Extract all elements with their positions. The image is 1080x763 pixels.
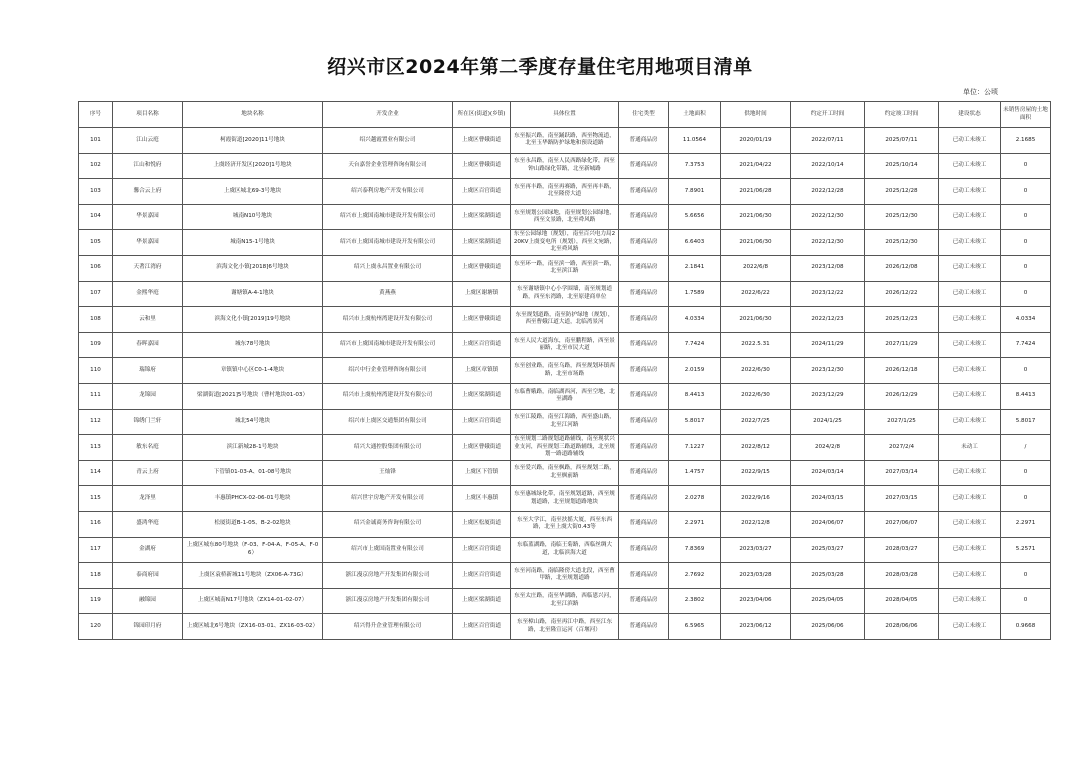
cell-seq: 110 bbox=[79, 358, 113, 384]
cell-seq: 120 bbox=[79, 614, 113, 640]
cell-completion-date: 2027/1/25 bbox=[865, 409, 939, 435]
cell-seq: 118 bbox=[79, 563, 113, 589]
cell-completion-date: 2028/03/27 bbox=[865, 537, 939, 563]
column-header-status: 建设状态 bbox=[939, 102, 1001, 128]
table-row bbox=[79, 537, 1051, 563]
column-header-land-area: 土地面积 bbox=[669, 102, 721, 128]
cell-land-area: 7.7424 bbox=[669, 332, 721, 358]
cell-housing-type: 普通商品房 bbox=[619, 332, 669, 358]
table-row bbox=[79, 563, 1051, 589]
cell-housing-type: 普通商品房 bbox=[619, 128, 669, 154]
cell-unsold-area: 0.9668 bbox=[1001, 614, 1051, 640]
cell-seq: 106 bbox=[79, 255, 113, 281]
cell-parcel-name: 城东78号地块 bbox=[183, 332, 323, 358]
cell-completion-date: 2026/12/29 bbox=[865, 383, 939, 409]
column-header-unsold-area: 未销售房屋的土地面积 bbox=[1001, 102, 1051, 128]
cell-housing-type: 普通商品房 bbox=[619, 204, 669, 230]
cell-supply-date: 2022/6/22 bbox=[721, 281, 791, 307]
cell-unsold-area: 0 bbox=[1001, 563, 1051, 589]
cell-status: 已动工未竣工 bbox=[939, 614, 1001, 640]
cell-project-name: 龙锦园 bbox=[113, 383, 183, 409]
cell-status: 已动工未竣工 bbox=[939, 383, 1001, 409]
table-row bbox=[79, 588, 1051, 614]
cell-supply-date: 2021/06/28 bbox=[721, 179, 791, 205]
table-body bbox=[79, 128, 1051, 640]
cell-district: 上虞区谢塘镇 bbox=[453, 281, 511, 307]
table-row bbox=[79, 281, 1051, 307]
cell-district: 上虞区曹娥街道 bbox=[453, 128, 511, 154]
cell-housing-type: 普通商品房 bbox=[619, 179, 669, 205]
cell-supply-date: 2021/04/22 bbox=[721, 153, 791, 179]
cell-land-area: 7.8369 bbox=[669, 537, 721, 563]
cell-unsold-area: 2.1685 bbox=[1001, 128, 1051, 154]
cell-completion-date: 2025/12/30 bbox=[865, 204, 939, 230]
cell-land-area: 6.6403 bbox=[669, 230, 721, 256]
cell-location: 东至爱兴路，南至枫路，西至规划二路，北至枫前路 bbox=[511, 460, 619, 486]
cell-housing-type: 普通商品房 bbox=[619, 307, 669, 333]
cell-parcel-name: 城南N10号地块 bbox=[183, 204, 323, 230]
cell-unsold-area: 0 bbox=[1001, 153, 1051, 179]
table-row bbox=[79, 332, 1051, 358]
cell-parcel-name: 梁湖街道[2021]5号地块（曹村地块01-03） bbox=[183, 383, 323, 409]
cell-location: 东至创业路，南至乌路，西至规划环镇西路，北至市场路 bbox=[511, 358, 619, 384]
table-row bbox=[79, 383, 1051, 409]
cell-location: 东至再丰路，南至再赛路，西至再丰路，北至隆傍大道 bbox=[511, 179, 619, 205]
cell-district: 上虞区百官街道 bbox=[453, 614, 511, 640]
cell-start-date: 2024/03/14 bbox=[791, 460, 865, 486]
cell-supply-date: 2023/04/06 bbox=[721, 588, 791, 614]
table-row bbox=[79, 486, 1051, 512]
cell-developer: 绍兴中行企业管理咨询有限公司 bbox=[323, 358, 453, 384]
cell-developer: 黄燕燕 bbox=[323, 281, 453, 307]
cell-supply-date: 2020/01/19 bbox=[721, 128, 791, 154]
cell-location: 东临蓝湖路，南临王菊路，西临丝绸大道，北临滨海大道 bbox=[511, 537, 619, 563]
cell-status: 已动工未竣工 bbox=[939, 128, 1001, 154]
table-row bbox=[79, 153, 1051, 179]
cell-land-area: 11.0564 bbox=[669, 128, 721, 154]
cell-location: 东至太庄路，南至华湖路，西临恩兴河，北至江滨路 bbox=[511, 588, 619, 614]
cell-unsold-area: 0 bbox=[1001, 486, 1051, 512]
cell-developer: 绍兴世宇房地产开发有限公司 bbox=[323, 486, 453, 512]
cell-parcel-name: 上虞区城南N17号地块（ZX14-01-02-07） bbox=[183, 588, 323, 614]
cell-land-area: 2.3802 bbox=[669, 588, 721, 614]
cell-start-date: 2022/07/11 bbox=[791, 128, 865, 154]
cell-start-date: 2023/12/08 bbox=[791, 255, 865, 281]
cell-parcel-name: 上虞区袁桥新城11号地块（ZX06-A-73G） bbox=[183, 563, 323, 589]
cell-unsold-area: 0 bbox=[1001, 281, 1051, 307]
cell-start-date: 2025/03/28 bbox=[791, 563, 865, 589]
table-row bbox=[79, 460, 1051, 486]
cell-land-area: 5.6656 bbox=[669, 204, 721, 230]
cell-housing-type: 普通商品房 bbox=[619, 537, 669, 563]
cell-status: 已动工未竣工 bbox=[939, 588, 1001, 614]
cell-start-date: 2024/03/15 bbox=[791, 486, 865, 512]
cell-start-date: 2024/06/07 bbox=[791, 511, 865, 537]
cell-supply-date: 2021/06/30 bbox=[721, 230, 791, 256]
cell-location: 东至规划公园绿地，南至规划公园绿地，西至文景路，北至舜风路 bbox=[511, 204, 619, 230]
cell-completion-date: 2025/12/28 bbox=[865, 179, 939, 205]
cell-district: 上虞区百官街道 bbox=[453, 332, 511, 358]
cell-housing-type: 普通商品房 bbox=[619, 511, 669, 537]
table-row bbox=[79, 614, 1051, 640]
cell-land-area: 6.5965 bbox=[669, 614, 721, 640]
cell-unsold-area: 0 bbox=[1001, 230, 1051, 256]
cell-project-name: 锦园印月府 bbox=[113, 614, 183, 640]
cell-status: 已动工未竣工 bbox=[939, 179, 1001, 205]
cell-status: 已动工未竣工 bbox=[939, 230, 1001, 256]
table-row bbox=[79, 358, 1051, 384]
cell-location: 东至大学江，南至扶摇大厦，西至东西路，北至上虞大街0.43等 bbox=[511, 511, 619, 537]
column-header-supply-date: 供地时间 bbox=[721, 102, 791, 128]
cell-housing-type: 普通商品房 bbox=[619, 435, 669, 461]
cell-project-name: 龙泽里 bbox=[113, 486, 183, 512]
cell-start-date: 2022/12/23 bbox=[791, 307, 865, 333]
cell-developer: 绍兴得升企业管理有限公司 bbox=[323, 614, 453, 640]
cell-supply-date: 2022/12/8 bbox=[721, 511, 791, 537]
cell-project-name: 春晖嘉园 bbox=[113, 332, 183, 358]
table-row bbox=[79, 511, 1051, 537]
cell-housing-type: 普通商品房 bbox=[619, 383, 669, 409]
cell-parcel-name: 滨海文化小镇[2019]19号地块 bbox=[183, 307, 323, 333]
cell-district: 上虞区梁湖街道 bbox=[453, 230, 511, 256]
cell-project-name: 华景嘉园 bbox=[113, 204, 183, 230]
cell-completion-date: 2028/04/05 bbox=[865, 588, 939, 614]
cell-completion-date: 2027/03/14 bbox=[865, 460, 939, 486]
cell-unsold-area: 5.2571 bbox=[1001, 537, 1051, 563]
cell-location: 东至江陵路，南至江海路，西至盛山路，北至江河路 bbox=[511, 409, 619, 435]
cell-supply-date: 2021/06/30 bbox=[721, 307, 791, 333]
cell-seq: 108 bbox=[79, 307, 113, 333]
cell-project-name: 泰商府园 bbox=[113, 563, 183, 589]
cell-unsold-area: 8.4413 bbox=[1001, 383, 1051, 409]
cell-land-area: 8.4413 bbox=[669, 383, 721, 409]
cell-location: 东至永昌路，南至人民西路绿化带，西至钟山路绿化带路，北至新城路 bbox=[511, 153, 619, 179]
cell-project-name: 盛鸿华庭 bbox=[113, 511, 183, 537]
cell-completion-date: 2028/06/06 bbox=[865, 614, 939, 640]
cell-unsold-area: / bbox=[1001, 435, 1051, 461]
cell-completion-date: 2028/03/28 bbox=[865, 563, 939, 589]
cell-project-name: 敏东名庭 bbox=[113, 435, 183, 461]
column-header-seq: 序号 bbox=[79, 102, 113, 128]
cell-developer: 绍兴金诚商务咨询有限公司 bbox=[323, 511, 453, 537]
cell-supply-date: 2022/9/16 bbox=[721, 486, 791, 512]
cell-district: 上虞区梁湖街道 bbox=[453, 383, 511, 409]
cell-completion-date: 2027/03/15 bbox=[865, 486, 939, 512]
cell-parcel-name: 谢塘镇A-4-1地块 bbox=[183, 281, 323, 307]
cell-district: 上虞区曹娥街道 bbox=[453, 255, 511, 281]
table-row bbox=[79, 307, 1051, 333]
cell-district: 上虞区曹娥街道 bbox=[453, 307, 511, 333]
cell-project-name: 江山和悦府 bbox=[113, 153, 183, 179]
cell-start-date: 2022/12/30 bbox=[791, 230, 865, 256]
cell-district: 上虞区下管镇 bbox=[453, 460, 511, 486]
cell-status: 已动工未竣工 bbox=[939, 358, 1001, 384]
cell-status: 已动工未竣工 bbox=[939, 563, 1001, 589]
cell-supply-date: 2022/8/12 bbox=[721, 435, 791, 461]
cell-seq: 119 bbox=[79, 588, 113, 614]
cell-supply-date: 2022/7/25 bbox=[721, 409, 791, 435]
cell-district: 上虞区曹娥街道 bbox=[453, 435, 511, 461]
cell-project-name: 江山云庭 bbox=[113, 128, 183, 154]
cell-parcel-name: 柯霞街道[2020]11号地块 bbox=[183, 128, 323, 154]
cell-seq: 101 bbox=[79, 128, 113, 154]
cell-developer: 绍兴市上虞国南城市建设开发有限公司 bbox=[323, 230, 453, 256]
table-row bbox=[79, 255, 1051, 281]
cell-supply-date: 2023/03/28 bbox=[721, 563, 791, 589]
cell-developer: 浙江漫京房地产开发集团有限公司 bbox=[323, 563, 453, 589]
cell-seq: 109 bbox=[79, 332, 113, 358]
page-title: 绍兴市区2024年第二季度存量住宅用地项目清单 bbox=[327, 56, 753, 78]
cell-seq: 113 bbox=[79, 435, 113, 461]
cell-location: 东至振兴路，南至踊跃路，西至物流道，北至玉华路防护绿地和预设道路 bbox=[511, 128, 619, 154]
cell-unsold-area: 7.7424 bbox=[1001, 332, 1051, 358]
table-row bbox=[79, 409, 1051, 435]
table-row bbox=[79, 128, 1051, 154]
cell-parcel-name: 上虞区城东80号地块（F-03、F-04-A、F-05-A、F-06） bbox=[183, 537, 323, 563]
table-row bbox=[79, 230, 1051, 256]
cell-land-area: 2.2971 bbox=[669, 511, 721, 537]
cell-location: 东至公园绿地（规划），南至百兴电力局220KV上虞变电所（规划），西至文宛路，北至舜风路 bbox=[511, 230, 619, 256]
cell-housing-type: 普通商品房 bbox=[619, 409, 669, 435]
cell-district: 上虞区百官街道 bbox=[453, 179, 511, 205]
cell-land-area: 2.0159 bbox=[669, 358, 721, 384]
cell-housing-type: 普通商品房 bbox=[619, 153, 669, 179]
cell-housing-type: 普通商品房 bbox=[619, 614, 669, 640]
cell-unsold-area: 2.2971 bbox=[1001, 511, 1051, 537]
cell-status: 已动工未竣工 bbox=[939, 460, 1001, 486]
cell-unsold-area: 5.8017 bbox=[1001, 409, 1051, 435]
cell-start-date: 2022/10/14 bbox=[791, 153, 865, 179]
cell-project-name: 天著江湾府 bbox=[113, 255, 183, 281]
cell-supply-date: 2022/6/30 bbox=[721, 383, 791, 409]
cell-seq: 105 bbox=[79, 230, 113, 256]
cell-district: 上虞区梁湖街道 bbox=[453, 204, 511, 230]
cell-developer: 浙江漫京房地产开发集团有限公司 bbox=[323, 588, 453, 614]
cell-seq: 112 bbox=[79, 409, 113, 435]
cell-housing-type: 普通商品房 bbox=[619, 486, 669, 512]
cell-status: 已动工未竣工 bbox=[939, 281, 1001, 307]
cell-status: 已动工未竣工 bbox=[939, 332, 1001, 358]
cell-project-name: 瑞锦府 bbox=[113, 358, 183, 384]
cell-start-date: 2022/12/28 bbox=[791, 179, 865, 205]
cell-status: 未动工 bbox=[939, 435, 1001, 461]
cell-unsold-area: 0 bbox=[1001, 588, 1051, 614]
cell-developer: 绍兴市上虞杭州湾建设开发有限公司 bbox=[323, 383, 453, 409]
cell-location: 东至谢塘镇中心小学围墙，南至规划道路，西至东湾路，北至原建商单位 bbox=[511, 281, 619, 307]
cell-land-area: 2.0278 bbox=[669, 486, 721, 512]
cell-seq: 117 bbox=[79, 537, 113, 563]
column-header-parcel-name: 地块名称 bbox=[183, 102, 323, 128]
cell-project-name: 金湖府 bbox=[113, 537, 183, 563]
cell-completion-date: 2026/12/22 bbox=[865, 281, 939, 307]
cell-parcel-name: 松厦街道B-1-05、B-2-02地块 bbox=[183, 511, 323, 537]
cell-completion-date: 2027/2/4 bbox=[865, 435, 939, 461]
unit-label: 单位：公顷 bbox=[963, 88, 998, 96]
cell-seq: 107 bbox=[79, 281, 113, 307]
cell-completion-date: 2025/07/11 bbox=[865, 128, 939, 154]
cell-location: 东至人民大道海东，南至鹏程路，西至景丽路，北至市民大道 bbox=[511, 332, 619, 358]
cell-project-name: 融锦园 bbox=[113, 588, 183, 614]
cell-parcel-name: 上虞经济开发区[2020]1号地块 bbox=[183, 153, 323, 179]
cell-completion-date: 2025/12/30 bbox=[865, 230, 939, 256]
cell-start-date: 2025/04/05 bbox=[791, 588, 865, 614]
cell-housing-type: 普通商品房 bbox=[619, 255, 669, 281]
cell-developer: 绍兴市上虞区交通集团有限公司 bbox=[323, 409, 453, 435]
cell-district: 上虞区章镇镇 bbox=[453, 358, 511, 384]
cell-district: 上虞区百官街道 bbox=[453, 537, 511, 563]
cell-start-date: 2024/2/8 bbox=[791, 435, 865, 461]
cell-supply-date: 2022.5.31 bbox=[721, 332, 791, 358]
cell-seq: 103 bbox=[79, 179, 113, 205]
cell-housing-type: 普通商品房 bbox=[619, 563, 669, 589]
table-header-row bbox=[79, 102, 1051, 128]
column-header-completion-date: 约定竣工时间 bbox=[865, 102, 939, 128]
project-table bbox=[78, 101, 1051, 640]
column-header-start-date: 约定开工时间 bbox=[791, 102, 865, 128]
cell-developer: 绍兴市上虞国南城市建设开发有限公司 bbox=[323, 204, 453, 230]
cell-supply-date: 2023/06/12 bbox=[721, 614, 791, 640]
cell-location: 东至惠城绿化带，南至规划道路，西至规划道路，北至规划道路地块 bbox=[511, 486, 619, 512]
cell-status: 已动工未竣工 bbox=[939, 255, 1001, 281]
cell-location: 东至规划道路，南至防护绿地（规划），西至曹娥江道大道，北临湾景河 bbox=[511, 307, 619, 333]
cell-developer: 绍兴上虞永昌置业有限公司 bbox=[323, 255, 453, 281]
cell-district: 上虞区曹娥街道 bbox=[453, 153, 511, 179]
cell-location: 东临曹娥路，南临湖西河，西至空地，北至湖路 bbox=[511, 383, 619, 409]
column-header-district: 所在区(街道)(乡镇) bbox=[453, 102, 511, 128]
cell-location: 东至环一路，南至滨一路，西至滨一路，北至滨江路 bbox=[511, 255, 619, 281]
cell-housing-type: 普通商品房 bbox=[619, 281, 669, 307]
cell-completion-date: 2026/12/08 bbox=[865, 255, 939, 281]
cell-seq: 114 bbox=[79, 460, 113, 486]
cell-supply-date: 2023/03/27 bbox=[721, 537, 791, 563]
cell-project-name: 华景嘉园 bbox=[113, 230, 183, 256]
cell-unsold-area: 4.0334 bbox=[1001, 307, 1051, 333]
cell-project-name: 锦绣门兰轩 bbox=[113, 409, 183, 435]
cell-parcel-name: 滨海文化小镇[2018]6号地块 bbox=[183, 255, 323, 281]
cell-parcel-name: 上虞区城北69-3号地块 bbox=[183, 179, 323, 205]
cell-land-area: 7.1227 bbox=[669, 435, 721, 461]
cell-location: 东至规划二路规划道路辅线，南至现状兴业支河，西至规划三路道路辅线，北至规划一路道路辅线 bbox=[511, 435, 619, 461]
cell-project-name: 馨合云上府 bbox=[113, 179, 183, 205]
cell-land-area: 7.8901 bbox=[669, 179, 721, 205]
cell-unsold-area: 0 bbox=[1001, 358, 1051, 384]
cell-developer: 绍兴市上虞国南城市建设开发有限公司 bbox=[323, 332, 453, 358]
cell-status: 已动工未竣工 bbox=[939, 307, 1001, 333]
cell-developer: 绍兴泰利房地产开发有限公司 bbox=[323, 179, 453, 205]
cell-supply-date: 2021/06/30 bbox=[721, 204, 791, 230]
table-row bbox=[79, 204, 1051, 230]
cell-location: 东至河南路，南临隆傍大道北段，西至曹甲路，北至规划道路 bbox=[511, 563, 619, 589]
cell-parcel-name: 上虞区城北6号地块（ZX16-03-01、ZX16-03-02） bbox=[183, 614, 323, 640]
cell-status: 已动工未竣工 bbox=[939, 537, 1001, 563]
cell-district: 上虞区丰惠镇 bbox=[453, 486, 511, 512]
cell-district: 上虞区梁湖街道 bbox=[453, 588, 511, 614]
cell-parcel-name: 章镇镇中心区C0-1-4地块 bbox=[183, 358, 323, 384]
cell-start-date: 2023/12/30 bbox=[791, 358, 865, 384]
column-header-housing-type: 住宅类型 bbox=[619, 102, 669, 128]
cell-developer: 绍兴越霞置业有限公司 bbox=[323, 128, 453, 154]
cell-status: 已动工未竣工 bbox=[939, 204, 1001, 230]
cell-status: 已动工未竣工 bbox=[939, 511, 1001, 537]
cell-unsold-area: 0 bbox=[1001, 255, 1051, 281]
cell-unsold-area: 0 bbox=[1001, 179, 1051, 205]
cell-unsold-area: 0 bbox=[1001, 204, 1051, 230]
cell-status: 已动工未竣工 bbox=[939, 153, 1001, 179]
cell-supply-date: 2022/6/8 bbox=[721, 255, 791, 281]
cell-supply-date: 2022/6/30 bbox=[721, 358, 791, 384]
cell-parcel-name: 城南N15-1号地块 bbox=[183, 230, 323, 256]
cell-seq: 104 bbox=[79, 204, 113, 230]
cell-start-date: 2023/12/29 bbox=[791, 383, 865, 409]
cell-housing-type: 普通商品房 bbox=[619, 588, 669, 614]
cell-status: 已动工未竣工 bbox=[939, 409, 1001, 435]
cell-developer: 绍兴大通控股集团有限公司 bbox=[323, 435, 453, 461]
cell-housing-type: 普通商品房 bbox=[619, 230, 669, 256]
cell-unsold-area: 0 bbox=[1001, 460, 1051, 486]
cell-land-area: 1.7589 bbox=[669, 281, 721, 307]
column-header-project-name: 项目名称 bbox=[113, 102, 183, 128]
cell-start-date: 2025/06/06 bbox=[791, 614, 865, 640]
cell-housing-type: 普通商品房 bbox=[619, 460, 669, 486]
cell-completion-date: 2025/10/14 bbox=[865, 153, 939, 179]
cell-land-area: 1.4757 bbox=[669, 460, 721, 486]
cell-parcel-name: 城北54号地块 bbox=[183, 409, 323, 435]
cell-project-name: 云和里 bbox=[113, 307, 183, 333]
cell-start-date: 2024/1/25 bbox=[791, 409, 865, 435]
cell-housing-type: 普通商品房 bbox=[619, 358, 669, 384]
cell-start-date: 2025/03/27 bbox=[791, 537, 865, 563]
cell-project-name: 青云上府 bbox=[113, 460, 183, 486]
cell-land-area: 2.7692 bbox=[669, 563, 721, 589]
cell-completion-date: 2027/11/29 bbox=[865, 332, 939, 358]
cell-completion-date: 2025/12/23 bbox=[865, 307, 939, 333]
cell-project-name: 金熙华庭 bbox=[113, 281, 183, 307]
cell-seq: 111 bbox=[79, 383, 113, 409]
cell-developer: 绍兴市上虞国南置业有限公司 bbox=[323, 537, 453, 563]
cell-completion-date: 2027/06/07 bbox=[865, 511, 939, 537]
cell-seq: 115 bbox=[79, 486, 113, 512]
column-header-location: 具体位置 bbox=[511, 102, 619, 128]
cell-district: 上虞区松厦街道 bbox=[453, 511, 511, 537]
cell-parcel-name: 丰惠镇PHCX-02-06-01号地块 bbox=[183, 486, 323, 512]
table-row bbox=[79, 435, 1051, 461]
cell-location: 东至樟山路，南至再江中路，西至江东路，北至隆宣运河（百堰河） bbox=[511, 614, 619, 640]
cell-land-area: 4.0334 bbox=[669, 307, 721, 333]
cell-parcel-name: 下管镇01-03-A、01-08号地块 bbox=[183, 460, 323, 486]
cell-parcel-name: 滨江新城28-1号地块 bbox=[183, 435, 323, 461]
cell-land-area: 7.3753 bbox=[669, 153, 721, 179]
cell-district: 上虞区百官街道 bbox=[453, 563, 511, 589]
cell-seq: 116 bbox=[79, 511, 113, 537]
cell-start-date: 2023/12/22 bbox=[791, 281, 865, 307]
cell-developer: 王灿锋 bbox=[323, 460, 453, 486]
cell-completion-date: 2026/12/18 bbox=[865, 358, 939, 384]
cell-developer: 天台嘉誉企业管理咨询有限公司 bbox=[323, 153, 453, 179]
cell-developer: 绍兴市上虞杭州湾建设开发有限公司 bbox=[323, 307, 453, 333]
cell-district: 上虞区百官街道 bbox=[453, 409, 511, 435]
cell-start-date: 2022/12/30 bbox=[791, 204, 865, 230]
cell-land-area: 2.1841 bbox=[669, 255, 721, 281]
cell-seq: 102 bbox=[79, 153, 113, 179]
cell-start-date: 2024/11/29 bbox=[791, 332, 865, 358]
cell-status: 已动工未竣工 bbox=[939, 486, 1001, 512]
cell-supply-date: 2022/9/15 bbox=[721, 460, 791, 486]
table-row bbox=[79, 179, 1051, 205]
cell-land-area: 5.8017 bbox=[669, 409, 721, 435]
column-header-developer: 开发企业 bbox=[323, 102, 453, 128]
